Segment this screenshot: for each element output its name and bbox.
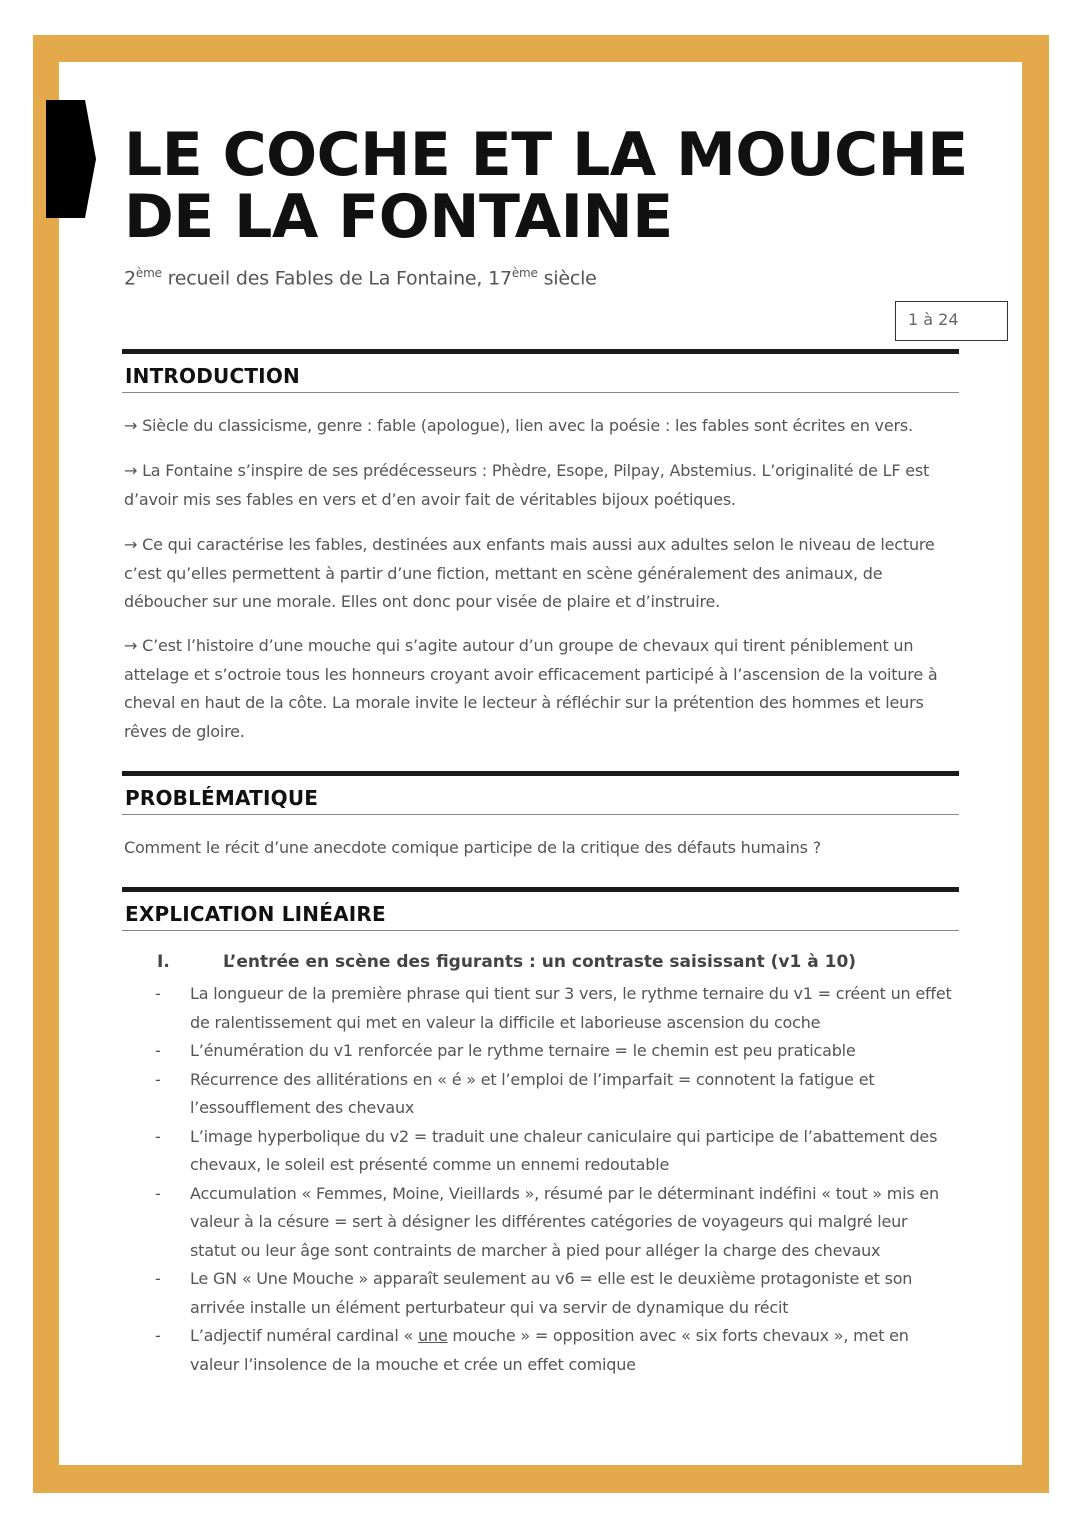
problematique-heading: PROBLÉMATIQUE <box>125 786 319 810</box>
list-item-text: mouche » = opposition avec « six forts chevaux », met en valeur l’insolence de la mouche et crée un effet comique <box>190 1326 909 1374</box>
subtitle-superscript: ème <box>511 266 538 280</box>
bullet-dash: - <box>155 1183 161 1203</box>
title-line-1: LE COCHE ET LA MOUCHE <box>124 120 968 190</box>
list-item <box>155 1180 955 1266</box>
intro-paragraph-1: → Siècle du classicisme, genre : fable (apologue), lien avec la poésie : les fables sont écrites en vers. <box>124 416 913 435</box>
list-item <box>155 1066 955 1123</box>
subtitle-part: recueil des Fables de La Fontaine, 17 <box>161 267 512 290</box>
problematique-text: Comment le récit d’une anecdote comique participe de la critique des défauts humains ? <box>124 838 821 857</box>
part-title: L’entrée en scène des figurants : un contraste saisissant (v1 à 10) <box>223 952 857 972</box>
part-number: I. <box>157 952 170 972</box>
list-item-text: L’énumération du v1 renforcée par le rythme ternaire = le chemin est peu praticable <box>190 1041 856 1060</box>
list-item-text: L’adjectif numéral cardinal « <box>190 1326 418 1345</box>
bullet-dash: - <box>155 1041 161 1060</box>
explication-header <box>122 887 959 931</box>
list-item <box>155 1123 955 1180</box>
list-item <box>155 980 955 1037</box>
intro-paragraph-2: → La Fontaine s’inspire de ses prédécesseurs : Phèdre, Esope, Pilpay, Abstemius. L’originalité de LF est d’avoir mis ses fables en vers et d’en avoir fait de véritables bijoux poétiques. <box>124 461 930 509</box>
introduction-heading: INTRODUCTION <box>125 364 300 388</box>
subtitle-part: siècle <box>537 267 597 290</box>
list-item-text: Le GN « Une Mouche » apparaît seulement au v6 = elle est le deuxième protagoniste et son arrivée installe un élément perturbateur qui va servir de dynamique du récit <box>190 1269 913 1317</box>
list-item-text: Accumulation « Femmes, Moine, Vieillards », résumé par le déterminant indéfini « tout » mis en valeur à la césure = sert à désigner les différentes catégories de voyageurs qui malgré leur statut ou leur âge sont contraints de marcher à pied pour alléger la charge des chevaux <box>190 1183 939 1260</box>
subtitle-part: 2 <box>124 267 136 290</box>
list-item <box>155 1322 955 1379</box>
analysis-bullet-list <box>155 980 955 1379</box>
underlined-word: une <box>417 1326 448 1345</box>
verse-range-box: 1 à 24 <box>895 301 1008 341</box>
part-heading <box>157 952 957 972</box>
explication-heading: EXPLICATION LINÉAIRE <box>125 902 386 926</box>
bullet-dash: - <box>155 1326 161 1345</box>
list-item-text: La longueur de la première phrase qui tient sur 3 vers, le rythme ternaire du v1 = créent un effet de ralentissement qui met en valeur la difficile et laborieuse ascension du coche <box>190 984 952 1032</box>
intro-paragraph-3: → Ce qui caractérise les fables, destinées aux enfants mais aussi aux adultes selon le niveau de lecture c’est qu’elles permettent à partir d’une fiction, mettant en scène généralement des animaux, de déboucher sur une morale. Elles ont donc pour visée de plaire et d’instruire. <box>124 535 935 611</box>
subtitle-superscript: ème <box>135 266 162 280</box>
list-item-text: L’image hyperbolique du v2 = traduit une chaleur caniculaire qui participe de l’abattement des chevaux, le soleil est présenté comme un ennemi redoutable <box>190 1126 938 1174</box>
introduction-header <box>122 349 959 393</box>
bullet-dash: - <box>155 1069 161 1089</box>
bullet-dash: - <box>155 984 161 1003</box>
title-line-2: DE LA FONTAINE <box>124 182 673 252</box>
bullet-dash: - <box>155 1126 161 1146</box>
intro-paragraph-4: → C’est l’histoire d’une mouche qui s’agite autour d’un groupe de chevaux qui tirent péniblement un attelage et s’octroie tous les honneurs croyant avoir efficacement participé à l’ascension de la voiture à cheval en haut de la côte. La morale invite le lecteur à réfléchir sur la prétention des hommes et leurs rêves de gloire. <box>124 636 938 741</box>
list-item <box>155 1265 955 1322</box>
document-title <box>124 120 984 252</box>
list-item <box>155 1037 955 1066</box>
bullet-dash: - <box>155 1269 161 1288</box>
document-subtitle <box>124 266 944 289</box>
problematique-header <box>122 771 959 815</box>
list-item-text: Récurrence des allitérations en « é » et l’emploi de l’imparfait = connotent la fatigue et l’essoufflement des chevaux <box>190 1069 875 1117</box>
